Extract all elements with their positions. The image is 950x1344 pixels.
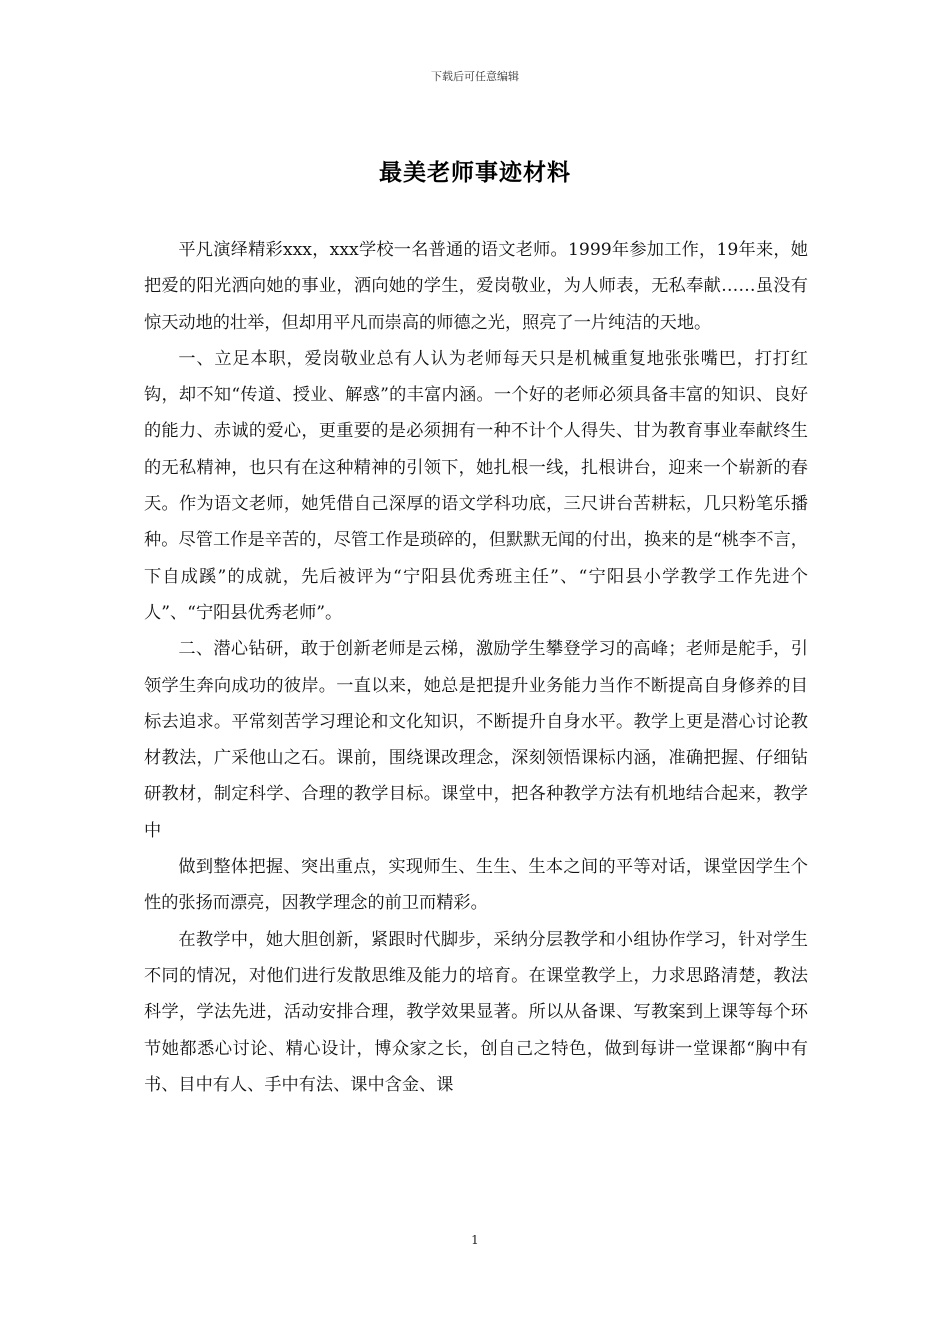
paragraph: 平凡演绎精彩xxx，xxx学校一名普通的语文老师。1999年参加工作，19年来，她把爱的阳光洒向她的事业，洒向她的学生，爱岗敬业，为人师表，无私奉献……虽没有惊天动地的壮举，但却用平凡而崇高的师德之光，照亮了一片纯洁的天地。: [144, 240, 808, 333]
paragraph: 一、立足本职，爱岗敬业总有人认为老师每天只是机械重复地张张嘴巴，打打红钩，却不知“传道、授业、解惑”的丰富内涵。一个好的老师必须具备丰富的知识、良好的能力、赤诚的爱心，更重要的是必须拥有一种不计个人得失、甘为教育事业奉献终生的无私精神，也只有在这种精神的引领下，她扎根一线，扎根讲台，迎来一个崭新的春天。作为语文老师，她凭借自己深厚的语文学科功底，三尺讲台苦耕耘，几只粉笔乐播种。尽管工作是辛苦的，尽管工作是琐碎的，但默默无闻的付出，换来的是“桃李不言，下自成蹊”的成就，先后被评为“宁阳县优秀班主任”、“宁阳县小学教学工作先进个人”、“宁阳县优秀老师”。: [144, 348, 808, 623]
paragraph: 做到整体把握、突出重点，实现师生、生生、生本之间的平等对话，课堂因学生个性的张扬而漂亮，因教学理念的前卫而精彩。: [144, 857, 808, 914]
paragraph: 二、潜心钻研，敢于创新老师是云梯，激励学生攀登学习的高峰；老师是舵手，引领学生奔向成功的彼岸。一直以来，她总是把提升业务能力当作不断提高自身修养的目标去追求。平常刻苦学习理论和文化知识，不断提升自身水平。教学上更是潜心讨论教材教法，广采他山之石。课前，围绕课改理念，深刻领悟课标内涵，准确把握、仔细钻研教材，制定科学、合理的教学目标。课堂中，把各种教学方法有机地结合起来，教学中: [144, 639, 808, 841]
page-header: 下载后可任意编辑: [431, 70, 519, 83]
document-title: 最美老师事迹材料: [379, 160, 571, 186]
paragraph: 在教学中，她大胆创新，紧跟时代脚步，采纳分层教学和小组协作学习，针对学生不同的情况，对他们进行发散思维及能力的培育。在课堂教学上，力求思路清楚，教法科学，学法先进，活动安排合理，教学效果显著。所以从备课、写教案到上课等每个环节她都悉心讨论、精心设计，博众家之长，创自己之特色，做到每讲一堂课都“胸中有书、目中有人、手中有法、课中含金、课: [144, 929, 808, 1095]
document-body: [144, 232, 808, 1202]
page-number: 1: [471, 1233, 479, 1247]
